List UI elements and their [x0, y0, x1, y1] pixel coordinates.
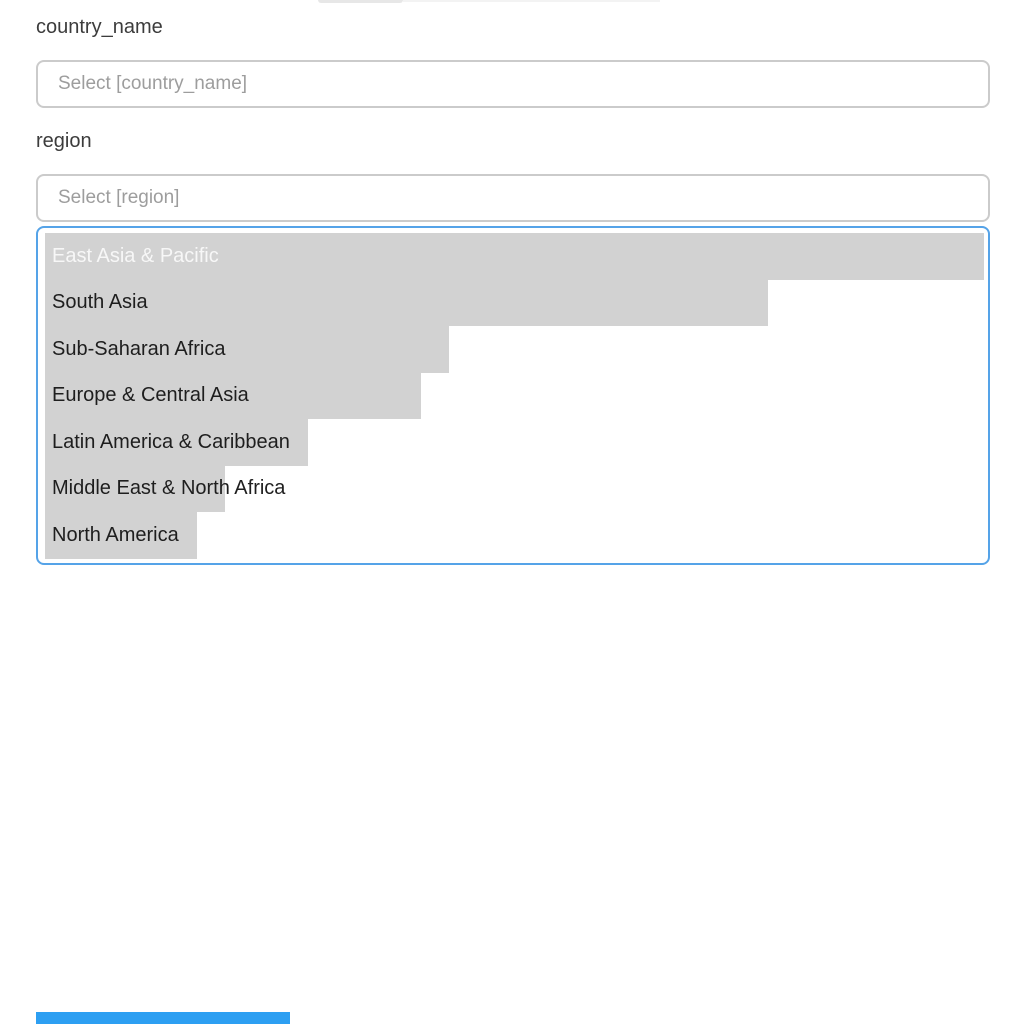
option-label: South Asia — [52, 291, 148, 314]
dropdown-option[interactable] — [45, 280, 984, 327]
option-label: Latin America & Caribbean — [52, 430, 290, 453]
option-highlight-bar — [45, 512, 197, 559]
option-highlight-bar — [45, 280, 768, 327]
partial-element-bottom-edge[interactable] — [36, 1012, 290, 1024]
region-select-input[interactable] — [36, 174, 990, 222]
option-highlight-bar — [45, 419, 308, 466]
partial-element-top-edge-tail — [403, 0, 660, 2]
region-dropdown-listbox — [36, 226, 990, 565]
option-label: Europe & Central Asia — [52, 384, 249, 407]
dropdown-option[interactable] — [45, 512, 984, 559]
dropdown-option[interactable] — [45, 373, 984, 420]
field-label-region: region — [36, 130, 92, 152]
country-name-placeholder: Select [country_name] — [58, 73, 248, 94]
option-label: Middle East & North Africa — [52, 477, 286, 500]
country-name-select-input[interactable] — [36, 60, 990, 108]
option-label: East Asia & Pacific — [52, 244, 219, 267]
dropdown-option[interactable] — [45, 233, 984, 280]
option-label: Sub-Saharan Africa — [52, 337, 226, 360]
option-highlight-bar — [45, 326, 449, 373]
dropdown-option[interactable] — [45, 419, 984, 466]
region-placeholder: Select [region] — [58, 187, 180, 208]
option-highlight-bar — [45, 233, 984, 280]
option-label: North America — [52, 523, 179, 546]
option-highlight-bar — [45, 373, 421, 420]
option-highlight-bar — [45, 466, 286, 513]
partial-element-top-edge — [318, 0, 403, 3]
dropdown-option[interactable] — [45, 466, 984, 513]
dropdown-option[interactable] — [45, 326, 984, 373]
field-label-country-name: country_name — [36, 16, 163, 38]
